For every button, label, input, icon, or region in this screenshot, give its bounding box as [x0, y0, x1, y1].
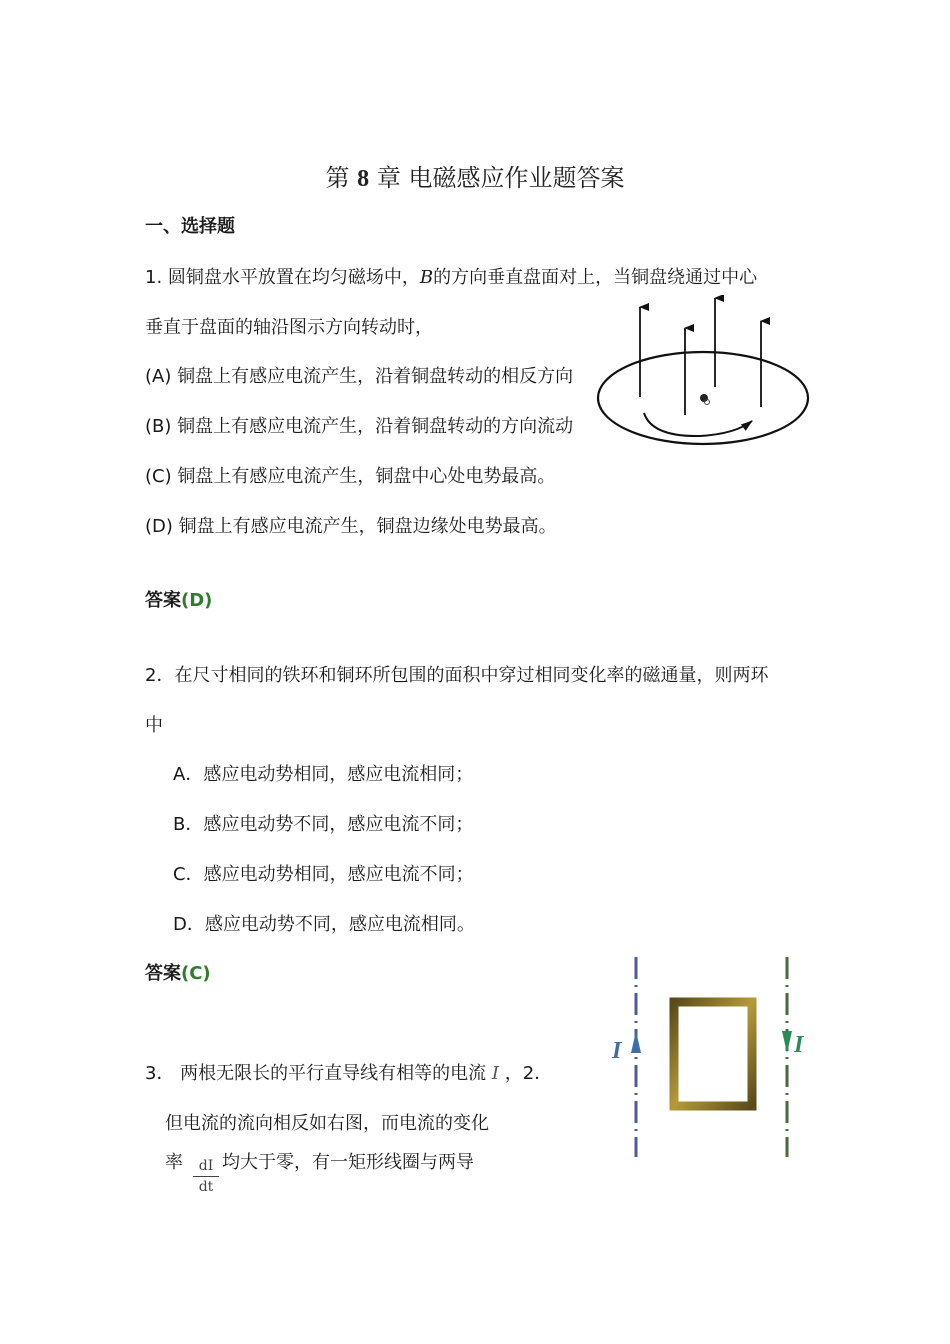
q3-stem-line3-suffix: 均大于零，有一矩形线圈与两导	[222, 1152, 474, 1173]
q1-option-a: (A) 铜盘上有感应电流产生，沿着铜盘转动的相反方向	[145, 366, 574, 387]
q1-option-d: (D) 铜盘上有感应电流产生，铜盘边缘处电势最高。	[145, 516, 557, 537]
q2-stem-line2: 中	[145, 715, 163, 736]
disk-center-dot	[700, 394, 708, 402]
page-title: 第 8 章 电磁感应作业题答案	[325, 164, 625, 192]
q2-answer: 答案(C)	[145, 963, 211, 984]
q2-stem-line1: 2．在尺寸相同的铁环和铜环所包围的面积中穿过相同变化率的磁通量，则两环	[145, 665, 769, 686]
q2-option-d: D．感应电动势不同，感应电流相同。	[173, 914, 475, 935]
q3-wires-figure	[600, 955, 815, 1160]
q3-stem-line2: 但电流的流向相反如右图，而电流的变化	[165, 1113, 489, 1134]
q1-disk-figure	[590, 295, 815, 455]
q1-stem-line1: 1. 圆铜盘水平放置在均匀磁场中，B的方向垂直盘面对上，当铜盘绕通过中心	[145, 267, 758, 288]
q3-stem-line1: 3． 两根无限长的平行直导线有相等的电流 I ，2．	[145, 1063, 553, 1084]
left-current-label: I	[612, 1038, 622, 1064]
di-dt-fraction: $\frac{dI}{dt}$	[193, 1158, 219, 1195]
q1-option-b: (B) 铜盘上有感应电流产生，沿着铜盘转动的方向流动	[145, 416, 574, 437]
rotation-arrow	[644, 413, 752, 436]
q2-option-a: A．感应电动势相同，感应电流相同；	[173, 764, 474, 785]
left-current-arrow	[631, 1031, 641, 1053]
q3-stem-line3-prefix: 率	[165, 1152, 183, 1173]
q1-answer: 答案(D)	[145, 590, 213, 611]
q1-option-c: (C) 铜盘上有感应电流产生，铜盘中心处电势最高。	[145, 466, 556, 487]
q2-option-b: B．感应电动势不同，感应电流不同；	[173, 814, 474, 835]
right-current-label: I	[794, 1032, 804, 1058]
q2-option-c: C．感应电动势相同，感应电流不同；	[173, 864, 474, 885]
right-current-arrow	[782, 1031, 792, 1053]
rectangular-coil	[674, 1002, 752, 1106]
section-heading: 一、选择题	[145, 216, 235, 237]
q1-stem-line2: 垂直于盘面的轴沿图示方向转动时，	[145, 317, 433, 338]
